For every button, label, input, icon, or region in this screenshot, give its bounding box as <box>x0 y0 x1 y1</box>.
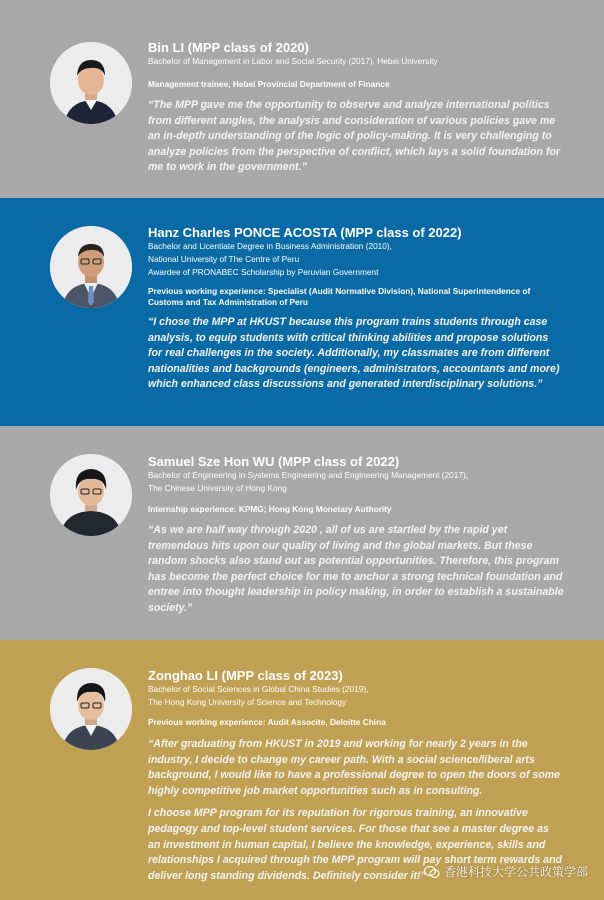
student-name: Zonghao LI (MPP class of 2023) <box>148 668 343 683</box>
student-credential: National University of The Centre of Peru <box>148 254 300 264</box>
student-card-samuel-wu <box>0 426 604 640</box>
watermark-text: 香港科技大学公共政策学部 <box>443 865 588 879</box>
student-experience: Previous working experience: Audit Associte, Deloitte China <box>148 717 386 727</box>
student-name: Bin LI (MPP class of 2020) <box>148 40 309 55</box>
student-quote: “I chose the MPP at HKUST because this program trains students through case analysis, to equip students with critical thinking abilities and propose solutions for real challenges in the society. Additionally, my classmates are from different nationalities and backgrounds (engineers, administrators, accountants and more) which enhanced class discussions and generated interdisciplinary solutions.” <box>148 316 560 391</box>
student-name: Hanz Charles PONCE ACOSTA (MPP class of 2022) <box>148 225 462 240</box>
avatar <box>50 226 132 308</box>
avatar <box>50 42 132 124</box>
avatar <box>50 668 132 750</box>
student-quote: “The MPP gave me the opportunity to observe and analyze international politics from different angles, the analysis and consideration of various policies gave me an in-depth understanding of the logic of policy-making. It is very challenging to analyze policies from the perspective of conflict, which lays a solid foundation for me to work in the government.” <box>148 99 561 174</box>
student-credential: Awardee of PRONABEC Scholarship by Peruvian Government <box>148 267 379 277</box>
student-name: Samuel Sze Hon WU (MPP class of 2022) <box>148 454 400 469</box>
student-credential: Bachelor of Engineering in Systems Engineering and Engineering Management (2017), <box>148 470 469 480</box>
wechat-icon <box>424 865 440 879</box>
student-quote: “After graduating from HKUST in 2019 and working for nearly 2 years in the industry, I decide to change my career path. With a social science/liberal arts background, I would like to have a professional degree to open the doors of some highly competitive job market opportunities such as in consulting. <box>148 738 561 797</box>
student-credential: Bachelor of Management in Labor and Social Security (2017), Hebei University <box>148 56 438 66</box>
student-experience: Management trainee, Hebei Provincial Department of Finance <box>148 79 390 89</box>
student-quote: I choose MPP program for its reputation for rigorous training, an innovative pedagogy and top-level student services. For those that see a master degree as an investment in human capital, I believe the knowledge, experience, skills and relationships I acquired through the MPP program will pay short term rewards and deliver long standing dividends. Definitely consider it!” <box>148 807 563 882</box>
student-card-bin-li <box>0 0 604 198</box>
student-card-hanz-ponce-acosta <box>0 198 604 426</box>
student-experience: Internship experience: KPMG; Hong Kong Monetary Authority <box>148 504 392 514</box>
student-credential: Bachelor of Social Sciences in Global China Studies (2019), <box>148 684 369 694</box>
student-quote: “As we are half way through 2020 , all of us are startled by the rapid yet tremendous hits upon our quality of living and the global markets. But these random shocks also stand out as potential opportunities. Therefore, this program has become the perfect choice for me to anchor a strong technical foundation and entree into thought leadership in policy making, in order to establish a sustainable society.” <box>148 524 564 614</box>
watermark <box>424 863 588 880</box>
student-credential: Bachelor and Licentiate Degree in Business Administration (2010), <box>148 241 392 251</box>
student-experience: Previous working experience: Specialist (Audit Normative Division), National Superintendence of Customs and Tax Administration of Peru <box>148 286 531 307</box>
student-credential: The Hong Kong University of Science and Technology <box>148 697 347 707</box>
student-credential: The Chinese University of Hong Kong <box>148 483 287 493</box>
avatar <box>50 454 132 536</box>
student-card-zonghao-li <box>0 640 604 900</box>
